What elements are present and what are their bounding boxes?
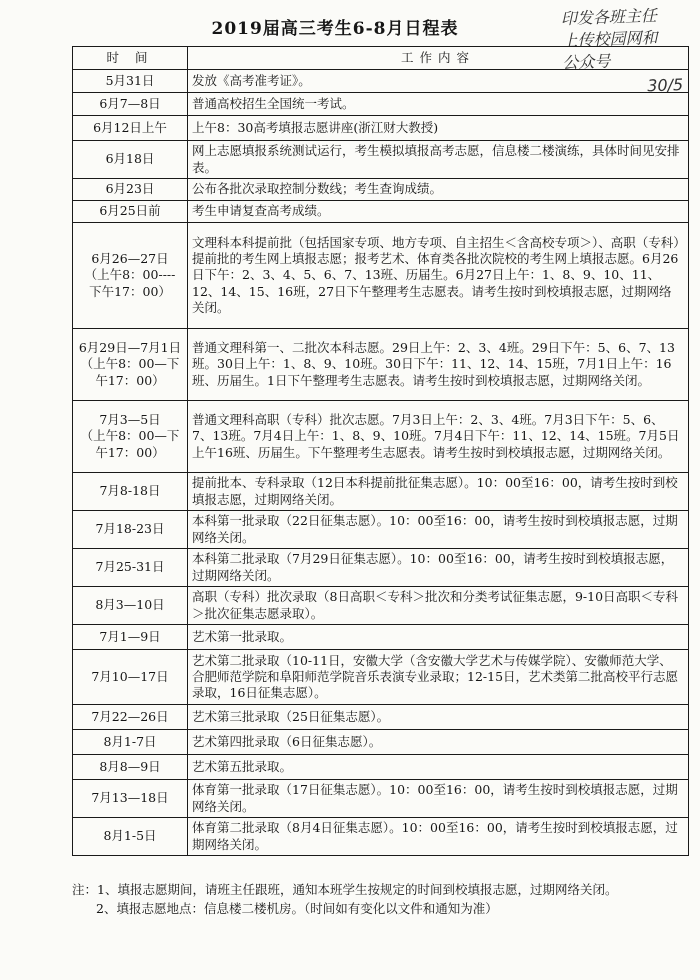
table-row [73,141,689,179]
row-time: 7月1—9日 [73,625,188,650]
row-time: 7月22—26日 [73,705,188,730]
handwritten-line: 印发各班主任 [560,5,658,29]
table-row [73,93,689,116]
document-title: 2019届高三考生6-8月日程表 [211,19,459,39]
row-content: 普通文理科高职（专科）批次志愿。7月3日上午：2、3、4班。7月3日下午：5、6、7、13班。7月4日上午：1、8、9、10班。7月4日下午：11、12、14、15班。7月5日上午16班、历届生。下午整理考生志愿表。请考生按时到校填报志愿，过期网络关闭。 [188,401,689,473]
row-time: 7月13—18日 [73,780,188,818]
row-content: 体育第二批录取（8月4日征集志愿）。10：00至16：00，请考生按时到校填报志愿，过期网络关闭。 [188,818,689,856]
table-row [73,401,689,473]
row-time: 8月8—9日 [73,755,188,780]
row-content: 本科第二批录取（7月29日征集志愿）。10：00至16：00，请考生按时到校填报志愿，过期网络关闭。 [188,549,689,587]
row-content: 本科第一批录取（22日征集志愿）。10：00至16：00，请考生按时到校填报志愿，过期网络关闭。 [188,511,689,549]
table-header-row [73,47,689,70]
row-time: 7月10—17日 [73,650,188,705]
handwritten-date: 30/5 [646,75,684,96]
row-content: 上午8：30高考填报志愿讲座(浙江财大教授) [188,116,689,141]
row-time: 6月25日前 [73,201,188,223]
row-time: 6月12日上午 [73,116,188,141]
table-row [73,511,689,549]
schedule-table [72,46,689,856]
handwritten-line: 上传校园网和 [561,27,658,51]
row-content: 体育第一批录取（17日征集志愿）。10：00至16：00，请考生按时到校填报志愿，过期网络关闭。 [188,780,689,818]
handwritten-line: 公众号 [562,51,611,73]
row-time: 6月23日 [73,179,188,201]
row-content: 网上志愿填报系统测试运行，考生模拟填报高考志愿，信息楼二楼演练，具体时间见安排表。 [188,141,689,179]
table-row [73,818,689,856]
table-row [73,473,689,511]
row-time: 8月3—10日 [73,587,188,625]
table-row [73,549,689,587]
row-content: 考生申请复查高考成绩。 [188,201,689,223]
table-row [73,179,689,201]
row-content: 艺术第四批录取（6日征集志愿）。 [188,730,689,755]
row-content: 艺术第一批录取。 [188,625,689,650]
table-row [73,116,689,141]
row-content: 高职（专科）批次录取（8日高职＜专科＞批次和分类考试征集志愿，9-10日高职＜专科＞批次征集志愿录取）。 [188,587,689,625]
table-row [73,70,689,93]
table-row [73,780,689,818]
row-time: 6月7—8日 [73,93,188,116]
column-header-content: 工作内容 [188,47,689,70]
table-row [73,625,689,650]
row-time: 7月18-23日 [73,511,188,549]
row-time: 8月1-7日 [73,730,188,755]
row-time: 7月8-18日 [73,473,188,511]
table-row [73,587,689,625]
row-content: 公布各批次录取控制分数线；考生查询成绩。 [188,179,689,201]
row-time: 8月1-5日 [73,818,188,856]
table-row [73,329,689,401]
row-content: 提前批本、专科录取（12日本科提前批征集志愿）。10：00至16：00，请考生按时到校填报志愿，过期网络关闭。 [188,473,689,511]
footnote-1: 注：1、填报志愿期间，请班主任跟班，通知本班学生按规定的时间到校填报志愿，过期网络关闭。 [72,882,618,897]
row-time: 6月26—27日 （上午8：00---- 下午17：00） [73,223,188,329]
table-row [73,650,689,705]
row-time: 7月3—5日 （上午8：00—下 午17：00） [73,401,188,473]
row-content: 普通高校招生全国统一考试。 [188,93,689,116]
row-content: 艺术第二批录取（10-11日，安徽大学（含安徽大学艺术与传媒学院）、安徽师范大学、合肥师范学院和阜阳师范学院音乐表演专业录取；12-15日，艺术类第二批高校平行志愿录取，16日征集志愿）。 [188,650,689,705]
table-row [73,223,689,329]
row-time: 5月31日 [73,70,188,93]
footnote-2: 2、填报志愿地点：信息楼二楼机房。（时间如有变化以文件和通知为准） [96,901,498,916]
row-content: 艺术第三批录取（25日征集志愿）。 [188,705,689,730]
table-row [73,730,689,755]
column-header-time: 时 间 [73,47,188,70]
row-content: 发放《高考准考证》。 [188,70,689,93]
row-time: 6月18日 [73,141,188,179]
row-content: 艺术第五批录取。 [188,755,689,780]
row-time: 7月25-31日 [73,549,188,587]
row-content: 文理科本科提前批（包括国家专项、地方专项、自主招生＜含高校专项＞）、高职（专科）提前批的考生网上填报志愿；报考艺术、体育类各批次院校的考生网上填报志愿。6月26日下午：2、3、4、5、6、7、13班、历届生。6月27日上午：1、8、9、10、11、12、14、15、16班，27日下午整理考生志愿表。请考生按时到校填报志愿，过期网络关闭。 [188,223,689,329]
table-row [73,755,689,780]
row-time: 6月29日—7月1日 （上午8：00—下 午17：00） [73,329,188,401]
table-row [73,705,689,730]
table-row [73,201,689,223]
footnotes [72,880,692,918]
row-content: 普通文理科第一、二批次本科志愿。29日上午：2、3、4班。29日下午：5、6、7、13班。30日上午：1、8、9、10班。30日下午：11、12、14、15班，7月1日上午：16班、历届生。1日下午整理考生志愿表。请考生按时到校填报志愿，过期网络关闭。 [188,329,689,401]
